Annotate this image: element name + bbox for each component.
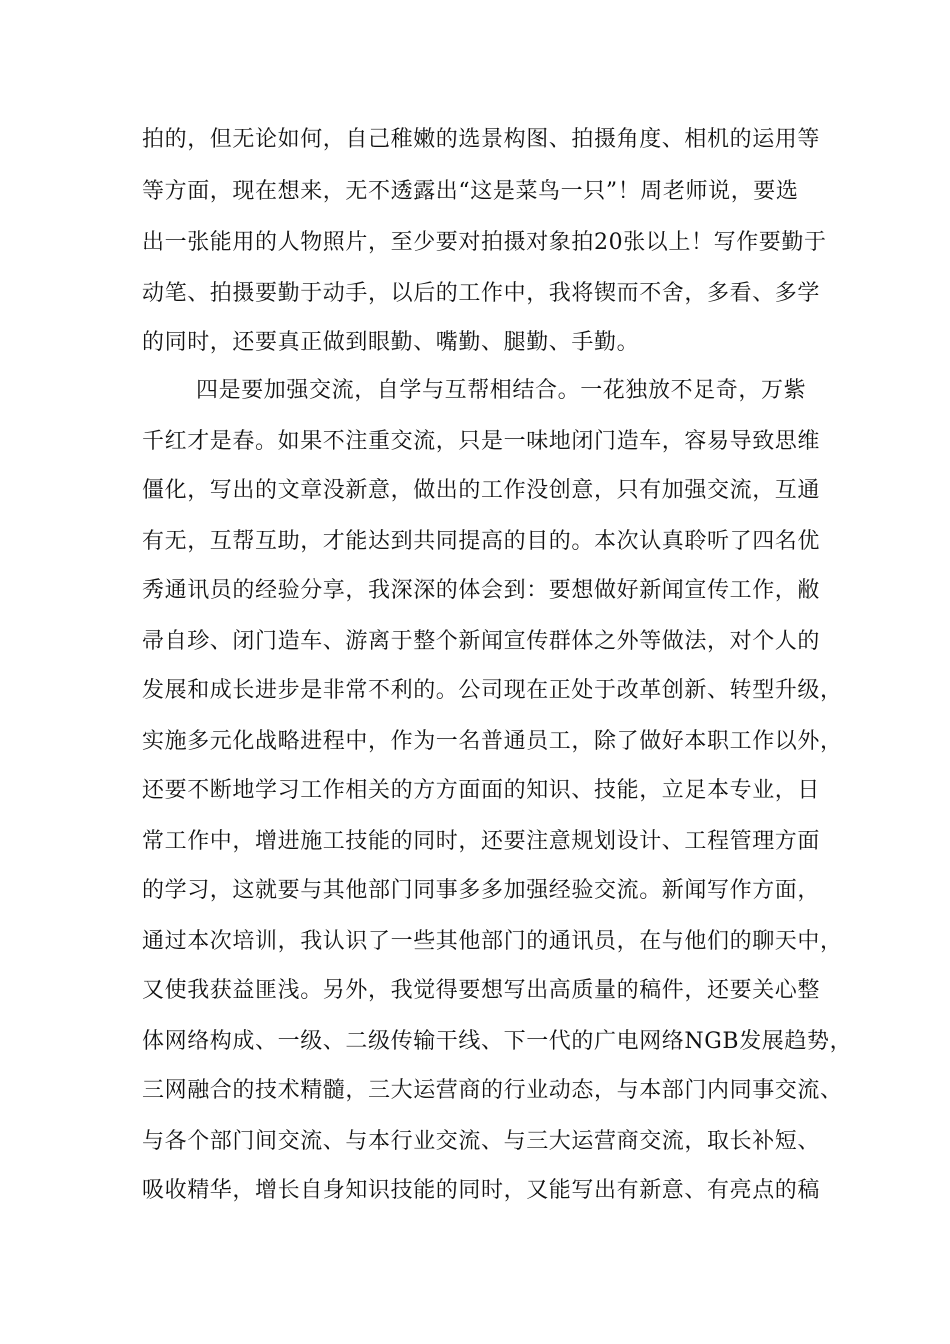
text-line-11: 帚自珍、闭门造车、游离于整个新闻宣传群体之外等做法，对个人的 [142, 629, 821, 654]
text-line-1: 拍的，但无论如何，自己稚嫩的选景构图、拍摄角度、相机的运用等 [142, 127, 821, 152]
text-line-10: 秀通讯员的经验分享，我深深的体会到：要想做好新闻宣传工作，敝 [142, 578, 821, 603]
paragraph-start-line: 四是要加强交流，自学与互帮相结合。一花独放不足奇，万紫 [196, 378, 807, 403]
text-line-22: 吸收精华，增长自身知识技能的同时，又能写出有新意、有亮点的稿 [142, 1178, 821, 1203]
text-line-4: 动笔、拍摄要勤于动手，以后的工作中，我将锲而不舍，多看、多学 [142, 281, 821, 306]
text-line-16: 的学习，这就要与其他部门同事多多加强经验交流。新闻写作方面， [142, 878, 821, 903]
text-line-9: 有无，互帮互助，才能达到共同提高的目的。本次认真聆听了四名优 [142, 529, 821, 554]
text-line-8: 僵化，写出的文章没新意，做出的工作没创意，只有加强交流，互通 [142, 478, 821, 503]
text-line-7: 千红才是春。如果不注重交流，只是一味地闭门造车，容易导致思维 [142, 429, 821, 454]
text-line-3: 出一张能用的人物照片，至少要对拍摄对象拍20张以上！写作要勤于 [142, 230, 827, 255]
text-line-19: 体网络构成、一级、二级传输干线、下一代的广电网络NGB发展趋势， [142, 1029, 853, 1054]
text-line-15: 常工作中，增进施工技能的同时，还要注意规划设计、工程管理方面 [142, 829, 821, 854]
text-line-20: 三网融合的技术精髓，三大运营商的行业动态，与本部门内同事交流、 [142, 1078, 843, 1103]
text-line-21: 与各个部门间交流、与本行业交流、与三大运营商交流，取长补短、 [142, 1129, 821, 1154]
text-line-13: 实施多元化战略进程中，作为一名普通员工，除了做好本职工作以外， [142, 729, 843, 754]
text-line-2: 等方面，现在想来，无不透露出“这是菜鸟一只”！周老师说，要选 [142, 179, 799, 204]
text-line-17: 通过本次培训，我认识了一些其他部门的通讯员，在与他们的聊天中， [142, 929, 843, 954]
text-line-18: 又使我获益匪浅。另外，我觉得要想写出高质量的稿件，还要关心整 [142, 978, 821, 1003]
text-line-5: 的同时，还要真正做到眼勤、嘴勤、腿勤、手勤。 [142, 330, 640, 355]
text-line-14: 还要不断地学习工作相关的方方面面的知识、技能，立足本专业，日 [142, 778, 821, 803]
text-line-12: 发展和成长进步是非常不利的。公司现在正处于改革创新、转型升级， [142, 678, 843, 703]
